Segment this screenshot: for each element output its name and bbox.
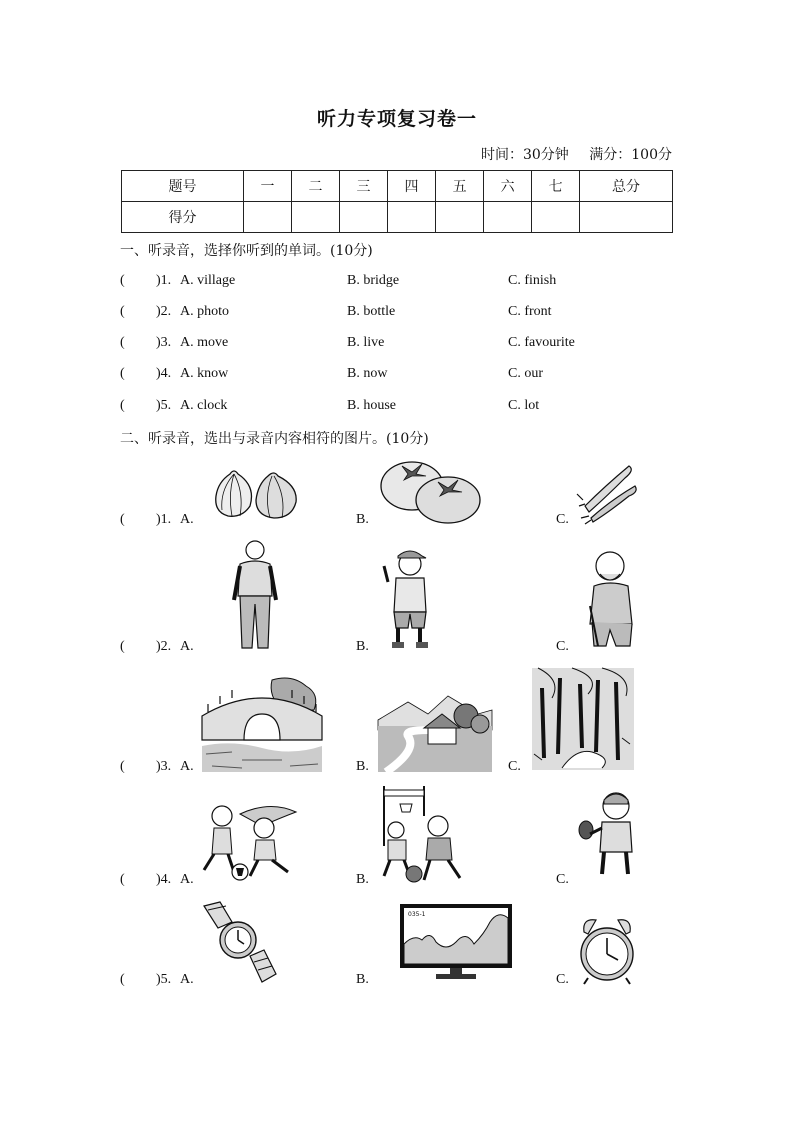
answer-paren[interactable]: (: [120, 398, 125, 413]
page-title: 听力专项复习卷一: [316, 108, 477, 130]
option-b: B. now: [347, 366, 388, 381]
option-a: A.: [180, 512, 194, 527]
watch-picture[interactable]: [198, 902, 278, 984]
answer-paren[interactable]: (: [120, 512, 125, 527]
option-b: B. live: [347, 335, 385, 350]
option-c: C. our: [508, 366, 543, 381]
option-a: A.: [180, 872, 194, 887]
option-b: B.: [356, 512, 369, 527]
option-c: C.: [556, 972, 569, 987]
option-b: B.: [356, 639, 369, 654]
tv-screen-label: 035-1: [408, 911, 426, 918]
question-number: )3.: [156, 759, 172, 774]
football-picture[interactable]: [200, 798, 298, 882]
option-b: B.: [356, 972, 369, 987]
option-a: A. clock: [180, 398, 228, 413]
option-a: A.: [180, 972, 194, 987]
bridge-picture[interactable]: [202, 676, 322, 772]
score-table: [121, 170, 673, 233]
score-cell[interactable]: [484, 202, 532, 233]
option-a: A. know: [180, 366, 229, 381]
question-number: )2.: [156, 304, 172, 319]
score-header-cell: 四: [388, 171, 436, 202]
question-number: )1.: [156, 512, 172, 527]
question-number: )4.: [156, 872, 172, 887]
option-b: B. bottle: [347, 304, 396, 319]
score-table-header-row: [122, 171, 673, 202]
alarm-clock-picture[interactable]: [574, 914, 640, 984]
section1-heading: 一、听录音，选择你听到的单词。(10分): [120, 243, 373, 259]
answer-paren[interactable]: (: [120, 759, 125, 774]
tv-screen-picture[interactable]: [400, 904, 512, 980]
forest-picture[interactable]: [532, 668, 634, 770]
option-c: C.: [556, 872, 569, 887]
question-number: )4.: [156, 366, 172, 381]
basketball-picture[interactable]: [380, 786, 470, 884]
score-cell[interactable]: [388, 202, 436, 233]
option-c: C.: [508, 759, 521, 774]
boy-picture[interactable]: [380, 542, 436, 652]
option-c: C. front: [508, 304, 552, 319]
option-c: C. favourite: [508, 335, 575, 350]
question-number: )2.: [156, 639, 172, 654]
exam-time: 时间：30分钟: [480, 147, 569, 163]
question-number: )5.: [156, 972, 172, 987]
ping-pong-picture[interactable]: [578, 790, 644, 880]
answer-paren[interactable]: (: [120, 972, 125, 987]
option-b: B.: [356, 872, 369, 887]
tomato-picture[interactable]: [378, 458, 484, 524]
score-cell[interactable]: [436, 202, 484, 233]
score-cell[interactable]: [292, 202, 340, 233]
exam-full-score: 满分：100分: [589, 147, 672, 163]
answer-paren[interactable]: (: [120, 872, 125, 887]
score-cell[interactable]: [580, 202, 673, 233]
option-a: A. photo: [180, 304, 229, 319]
score-header-cell: 总分: [580, 171, 673, 202]
option-a: A.: [180, 639, 194, 654]
score-cell[interactable]: [244, 202, 292, 233]
option-a: A. village: [180, 273, 236, 288]
answer-paren[interactable]: (: [120, 273, 125, 288]
option-c: C.: [556, 512, 569, 527]
option-b: B. bridge: [347, 273, 400, 288]
option-c: C. lot: [508, 398, 540, 413]
option-b: B. house: [347, 398, 396, 413]
option-c: C. finish: [508, 273, 557, 288]
score-header-cell: 六: [484, 171, 532, 202]
score-cell[interactable]: [532, 202, 580, 233]
option-a: A.: [180, 759, 194, 774]
onion-picture[interactable]: [212, 466, 302, 522]
question-number: )1.: [156, 273, 172, 288]
answer-paren[interactable]: (: [120, 335, 125, 350]
score-header-cell: 二: [292, 171, 340, 202]
question-number: )5.: [156, 398, 172, 413]
score-header-cell: 题号: [122, 171, 244, 202]
score-cell[interactable]: [340, 202, 388, 233]
score-row-label: 得分: [122, 202, 244, 233]
option-b: B.: [356, 759, 369, 774]
village-picture[interactable]: [378, 690, 492, 772]
option-c: C.: [556, 639, 569, 654]
answer-paren[interactable]: (: [120, 639, 125, 654]
score-header-cell: 七: [532, 171, 580, 202]
answer-paren[interactable]: (: [120, 304, 125, 319]
old-man-picture[interactable]: [578, 546, 644, 652]
exam-meta: [465, 144, 672, 164]
score-header-cell: 五: [436, 171, 484, 202]
section2-heading: 二、听录音，选出与录音内容相符的图片。(10分): [120, 431, 429, 447]
score-header-cell: 一: [244, 171, 292, 202]
carrot-picture[interactable]: [575, 456, 641, 526]
option-a: A. move: [180, 335, 229, 350]
answer-paren[interactable]: (: [120, 366, 125, 381]
question-number: )3.: [156, 335, 172, 350]
man-picture[interactable]: [228, 538, 282, 654]
score-table-score-row: [122, 202, 673, 233]
score-header-cell: 三: [340, 171, 388, 202]
